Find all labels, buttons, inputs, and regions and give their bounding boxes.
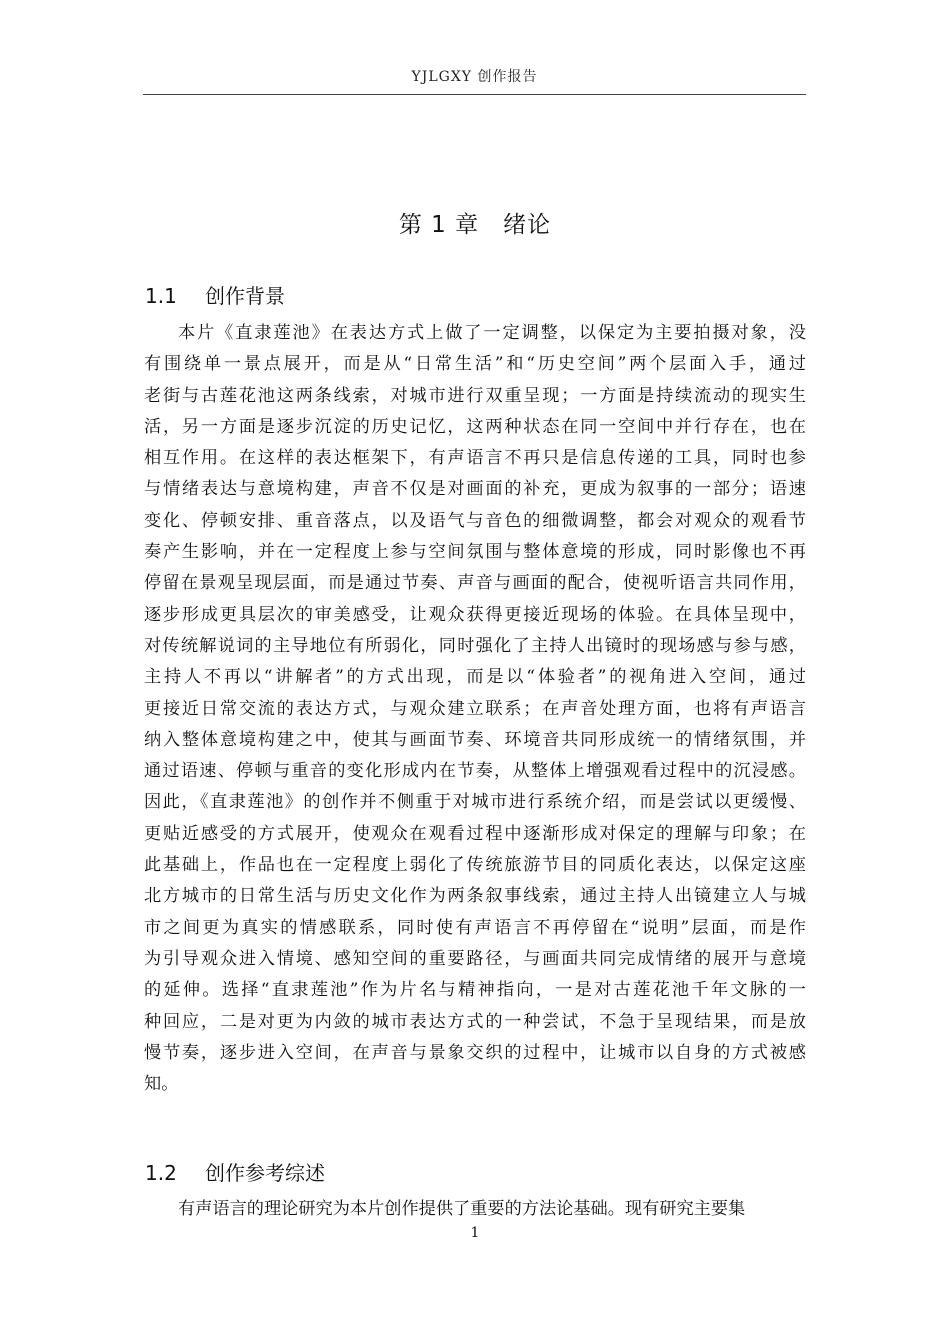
text-line: 通过语速、停顿与重音的变化形成内在节奏，从整体上增强观看过程中的沉浸感。 [144, 761, 806, 782]
chapter-title: 第 1 章 绪论 [398, 212, 552, 238]
text-line: 有围绕单一景点展开，而是从“日常生活”和“历史空间”两个层面入手，通过 [144, 354, 806, 375]
text-line: 相互作用。在这样的表达框架下，有声语言不再只是信息传递的工具，同时也参 [144, 448, 806, 469]
text-line: 知。 [144, 1074, 179, 1095]
text-line: 市之间更为真实的情感联系，同时使有声语言不再停留在“说明”层面，而是作 [144, 917, 806, 938]
text-line: 老街与古莲花池这两条线索，对城市进行双重呈现；一方面是持续流动的现实生 [144, 385, 806, 406]
text-line: 奏产生影响，并在一定程度上参与空间氛围与整体意境的形成，同时影像也不再 [144, 542, 806, 563]
section-title: 创作参考综述 [205, 1161, 325, 1185]
text-line: 更接近日常交流的表达方式，与观众建立联系；在声音处理方面，也将有声语言 [144, 698, 806, 719]
section-number: 1.1 [145, 284, 177, 308]
text-line: 逐步形成更具层次的审美感受，让观众获得更接近现场的体验。在具体呈现中， [144, 604, 806, 625]
text-line: 此基础上，作品也在一定程度上弱化了传统旅游节目的同质化表达，以保定这座 [144, 855, 806, 876]
text-line: 种回应，二是对更为内敛的城市表达方式的一种尝试，不急于呈现结果，而是放 [144, 1011, 806, 1032]
text-line: 慢节奏，逐步进入空间，在声音与景象交织的过程中，让城市以自身的方式被感 [144, 1042, 806, 1063]
section-title: 创作背景 [205, 284, 285, 308]
text-line: 主持人不再以“讲解者”的方式出现，而是以“体验者”的视角进入空间，通过 [144, 667, 806, 688]
page-number: 1 [470, 1225, 480, 1241]
text-line: 变化、停顿安排、重音落点，以及语气与音色的细微调整，都会对观众的观看节 [144, 510, 806, 531]
running-header [143, 66, 806, 95]
text-line: 的延伸。选择“直隶莲池”作为片名与精神指向，一是对古莲花池千年文脉的一 [144, 980, 806, 1001]
body-paragraph-background [144, 318, 806, 1100]
text-line: 活，另一方面是逐步沉淀的历史记忆，这两种状态在同一空间中并行存在，也在 [144, 416, 806, 437]
section-heading-1-1 [145, 280, 285, 309]
body-paragraph-references [144, 1194, 806, 1225]
text-line: 更贴近感受的方式展开，使观众在观看过程中逐渐形成对保定的理解与印象；在 [144, 823, 806, 844]
text-line: 对传统解说词的主导地位有所弱化，同时强化了主持人出镜时的现场感与参与感， [144, 635, 806, 656]
text-line: 与情绪表达与意境构建，声音不仅是对画面的补充，更成为叙事的一部分；语速 [144, 479, 806, 500]
text-line: 纳入整体意境构建之中，使其与画面节奏、环境音共同形成统一的情绪氛围，并 [144, 729, 806, 750]
section-number: 1.2 [145, 1161, 177, 1185]
text-line: 本片《直隶莲池》在表达方式上做了一定调整，以保定为主要拍摄对象，没 [178, 323, 806, 343]
text-line: 为引导观众进入情境、感知空间的重要路径，与画面共同完成情绪的展开与意境 [144, 948, 806, 969]
text-line: 因此，《直隶莲池》的创作并不侧重于对城市进行系统介绍，而是尝试以更缓慢、 [144, 792, 806, 813]
text-line: 北方城市的日常生活与历史文化作为两条叙事线索，通过主持人出镜建立人与城 [144, 886, 806, 907]
section-heading-1-2 [145, 1157, 325, 1186]
text-line: 有声语言的理论研究为本片创作提供了重要的方法论基础。现有研究主要集 [178, 1199, 746, 1219]
text-line: 停留在景观呈现层面，而是通过节奏、声音与画面的配合，使视听语言共同作用， [144, 573, 806, 594]
running-title: YJLGXY 创作报告 [411, 69, 538, 85]
